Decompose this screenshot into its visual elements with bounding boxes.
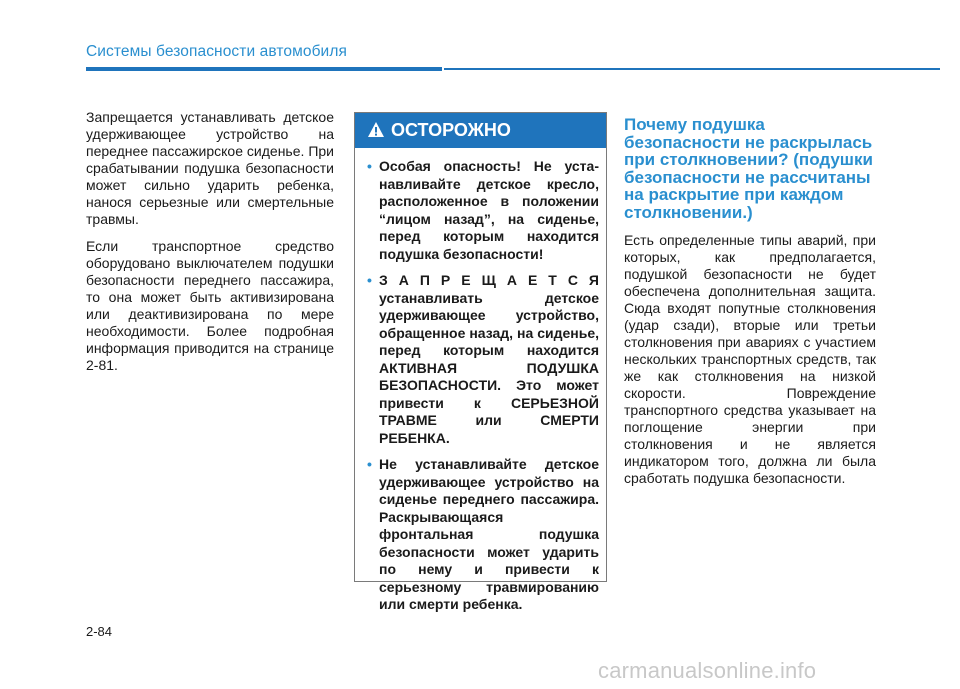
warning-box: [354, 112, 607, 612]
warning-triangle-icon: [367, 121, 385, 138]
bullet-icon: •: [367, 456, 372, 472]
left-paragraph-1: Запрещается устанавливать детское удерживающее устройство на переднее пассажирское сиденье. При срабатывании подушка безопасности может сильно ударить ребенка, нанося серьезные или смертельные травмы.: [86, 109, 334, 227]
left-column: [86, 109, 334, 384]
right-heading: Почему подушка безопасности не раскрылась при столкновении? (подушки безопасности не рассчитаны на раскрытие при каждом столкновении.): [624, 115, 873, 222]
warning-list: [367, 158, 599, 623]
page-number: 2-84: [86, 624, 113, 639]
warning-item-text: Особая опасность! Не устанавливайте детское кресло, расположенное в положении “лицом назад”, на сиденье, перед которым находится подушка безопасности!: [379, 158, 599, 262]
right-column: [624, 116, 876, 497]
bullet-icon: •: [367, 158, 372, 174]
warning-item: [367, 456, 599, 614]
warning-item: [367, 272, 599, 447]
warning-title: ОСТОРОЖНО: [391, 120, 511, 140]
header-rule-thick: [86, 67, 442, 71]
warning-item-text: Не устанавливайте детское удерживающее устройство на сиденье переднего пассажира. Раскрывающаяся фронтальная подушка безопасности может ударить по нему и привести к серьезному травмированию или смерти ребенка.: [379, 456, 599, 612]
left-paragraph-2: Если транспортное средство оборудовано выключателем подушки безопасности переднего пассажира, то она может быть активизирована или деактивизирована по мере необходимости. Более подробная информация приводится на странице 2-81.: [86, 238, 334, 373]
right-paragraph: Есть определенные типы аварий, при которых, как предполагается, подушкой безопасности не будет обеспечена дополнительная защита. Сюда входят попутные столкновения (удар сзади), вторые или третьи столкновения при авариях с участием нескольких транспортных средств, так же как столкновения на низкой скорости. Повреждение транспортного средства указывает на поглощение энергии при столкновения и не является индикатором того, должна ли была сработать подушка безопасности.: [624, 232, 876, 486]
section-title: Системы безопасности автомобиля: [86, 43, 347, 60]
warning-header: [355, 113, 606, 148]
warning-item-text: З А П Р Е Щ А Е Т С Я устанавливать детское удерживающее устройство, обращенное назад, на сиденье, перед которым находится АКТИВНАЯ ПОДУШКА БЕЗОПАСНОСТИ. Это может привести к СЕРЬЕЗНОЙ ТРАВМЕ или СМЕРТИ РЕБЕНКА.: [379, 272, 599, 446]
bullet-icon: •: [367, 272, 372, 288]
warning-item: [367, 158, 599, 263]
header-rule-thin: [444, 68, 940, 70]
watermark: carmanualsonline.info: [598, 658, 817, 683]
